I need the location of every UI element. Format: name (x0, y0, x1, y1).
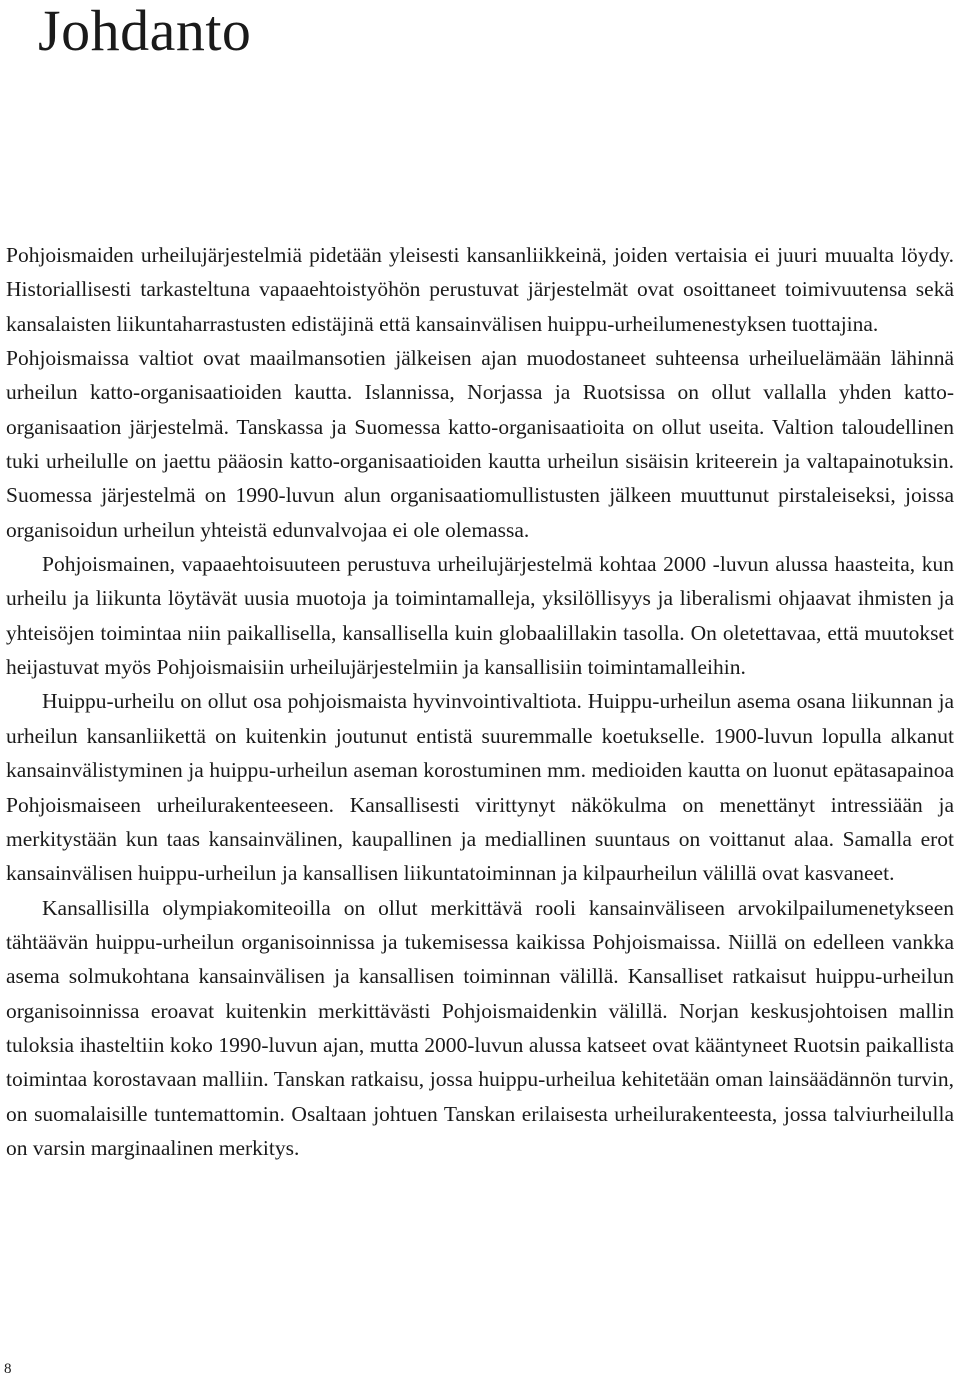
page-number: 8 (4, 1361, 12, 1377)
paragraph: Pohjoismainen, vapaaehtoisuuteen perustuva urheilujärjestelmä kohtaa 2000 -luvun alussa haasteita, kun urheilu ja liikunta löytävät uusia muotoja ja toimintamalleja, yksilöllisyys ja liberalismi ohjaavat ihmisten ja yhteisöjen toimintaa niin paikallisella, kansallisella kuin globaalillakin tasolla. On oletettavaa, että muutokset heijastuvat myös Pohjoismaisiin urheilujärjestelmiin ja kansallisiin toimintamalleihin. (6, 552, 954, 680)
page-title: Johdanto (38, 0, 252, 63)
paragraph: Pohjoismaiden urheilujärjestelmiä pidetään yleisesti kansanliikkeinä, joiden vertaisia ei juuri muualta löydy. Historiallisesti tarkasteltuna vapaaehtoistyöhön perustuvat järjestelmät ovat osoittaneet toimivuutensa sekä kansalaisten liikuntaharrastusten edistäjinä että kansainvälisen huippu-urheilumenestyksen tuottajina. (6, 243, 954, 336)
paragraph: Kansallisilla olympiakomiteoilla on ollut merkittävä rooli kansainväliseen arvokilpailumenetykseen tähtäävän huippu-urheilun organisoinnissa ja tukemisessa kaikissa Pohjoismaissa. Niillä on edelleen vankka asema solmukohtana kansainvälisen ja kansallisen toiminnan välillä. Kansalliset ratkaisut huippu-urheilun organisoinnissa eroavat kuitenkin merkittävästi Pohjoismaidenkin välillä. Norjan keskusjohtoisen mallin tuloksia ihasteltiin koko 1990-luvun ajan, mutta 2000-luvun alussa katseet ovat kääntyneet Ruotsin paikallista toimintaa korostavaan malliin. Tanskan ratkaisu, jossa huippu-urheilua kehitetään oman lainsäädännön turvin, on suomalaisille tuntemattomin. Osaltaan johtuen Tanskan erilaisesta urheilurakenteesta, jossa talviurheilulla on varsin marginaalinen merkitys. (6, 895, 954, 1160)
body-text (6, 238, 954, 1165)
paragraph: Huippu-urheilu on ollut osa pohjoismaista hyvinvointivaltiota. Huippu-urheilun asema osana liikunnan ja urheilun kansanliikettä on kuitenkin joutunut entistä suuremmalle koetukselle. 1900-luvun lopulla alkanut kansainvälistyminen ja huippu-urheilun aseman korostuminen mm. medioiden kautta on luonut epätasapainoa Pohjoismaiseen urheilurakenteeseen. Kansallisesti virittynyt näkökulma on menettänyt intressiään ja merkitystään kun taas kansainvälinen, kaupallinen ja mediallinen suuntaus on voittanut alaa. Samalla erot kansainvälisen huippu-urheilun ja kansallisen liikuntatoiminnan ja kilpaurheilun välillä ovat kasvaneet. (6, 689, 954, 886)
paragraph: Pohjoismaissa valtiot ovat maailmansotien jälkeisen ajan muodostaneet suhteensa urheiluelämään lähinnä urheilun katto-organisaatioiden kautta. Islannissa, Norjassa ja Ruotsissa on ollut vallalla yhden katto-organisaation järjestelmä. Tanskassa ja Suomessa katto-organisaatioita on ollut useita. Valtion taloudellinen tuki urheilulle on jaettu pääosin katto-organisaatioiden kautta urheilun sisäisin kriteerein ja valtapainotuksin. Suomessa järjestelmä on 1990-luvun alun organisaatiomullistusten jälkeen muuttunut pirstaleiseksi, joissa organisoidun urheilun yhteistä edunvalvojaa ei ole olemassa. (6, 346, 954, 542)
